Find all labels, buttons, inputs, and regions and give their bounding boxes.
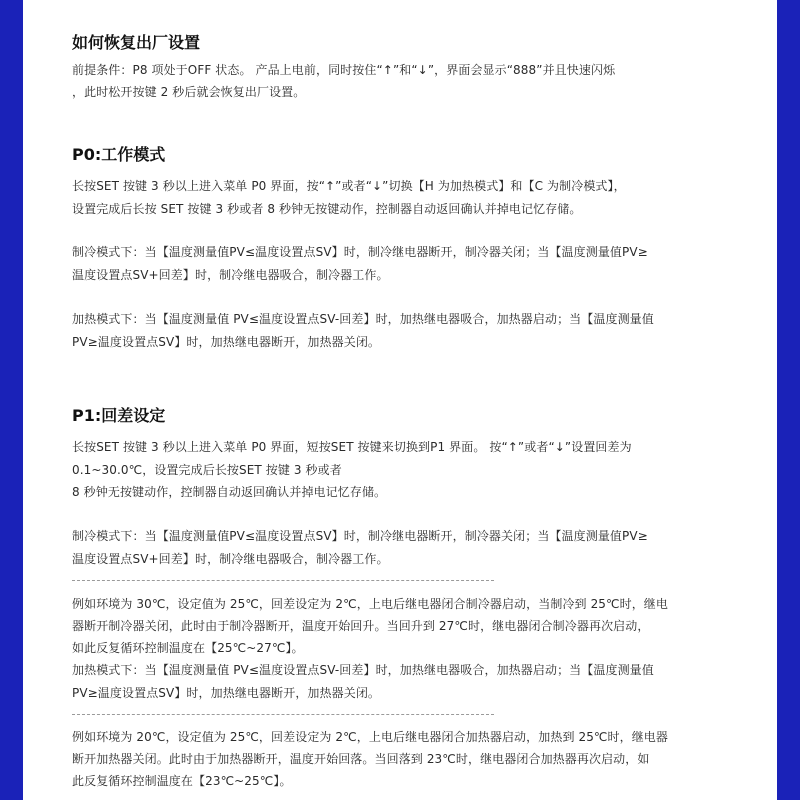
section-title-p0: P0:工作模式: [72, 145, 166, 164]
text-line: 长按SET 按键 3 秒以上进入菜单 P0 界面，按“↑”或者“↓”切换【H 为加热模式】和【C 为制冷模式】，: [72, 179, 626, 193]
text-line: 温度设置点SV+回差】时，制冷继电器吸合，制冷器工作。: [72, 552, 389, 566]
text-line: 例如环境为 20℃，设定值为 25℃，回差设定为 2℃，上电后继电器闭合加热器启动，加热到 25℃时，继电器: [72, 730, 669, 744]
dashed-divider: [72, 580, 494, 581]
text-line: 8 秒钟无按键动作，控制器自动返回确认并掉电记忆存储。: [72, 485, 387, 499]
section-title-p1: P1:回差设定: [72, 406, 166, 425]
text-line: 设置完成后长按 SET 按键 3 秒或者 8 秒钟无按键动作，控制器自动返回确认并掉电记忆存储。: [72, 202, 582, 216]
text-line: PV≥温度设置点SV】时，加热继电器断开，加热器关闭。: [72, 335, 381, 349]
text-line: 温度设置点SV+回差】时，制冷继电器吸合，制冷器工作。: [72, 268, 389, 282]
text-line: ，此时松开按键 2 秒后就会恢复出厂设置。: [72, 85, 306, 99]
dashed-divider: [72, 714, 494, 715]
section-title-factory-reset: 如何恢复出厂设置: [72, 33, 201, 52]
text-line: 断开加热器关闭。此时由于加热器断开，温度开始回落。当回落到 23℃时，继电器闭合加热器再次启动，如: [72, 752, 650, 766]
left-blue-border: [0, 0, 23, 800]
text-line: 长按SET 按键 3 秒以上进入菜单 P0 界面，短按SET 按键来切换到P1 界面。 按“↑”或者“↓”设置回差为: [72, 440, 632, 454]
text-line: 器断开制冷器关闭，此时由于制冷器断开，温度开始回升。当回升到 27℃时，继电器闭合制冷器再次启动，: [72, 619, 650, 633]
text-line: 如此反复循环控制温度在【25℃~27℃】。: [72, 641, 304, 655]
text-line: 0.1~30.0℃，设置完成后长按SET 按键 3 秒或者: [72, 463, 342, 477]
text-line: 前提条件：P8 项处于OFF 状态。 产品上电前，同时按住“↑”和“↓”，界面会显示“888”并且快速闪烁: [72, 63, 616, 77]
text-line: PV≥温度设置点SV】时，加热继电器断开，加热器关闭。: [72, 686, 381, 700]
text-line: 制冷模式下：当【温度测量值PV≤温度设置点SV】时，制冷继电器断开，制冷器关闭；当【温度测量值PV≥: [72, 245, 648, 259]
text-line: 加热模式下：当【温度测量值 PV≤温度设置点SV-回差】时，加热继电器吸合，加热器启动；当【温度测量值: [72, 663, 654, 677]
text-line: 例如环境为 30℃，设定值为 25℃，回差设定为 2℃，上电后继电器闭合制冷器启动，当制冷到 25℃时，继电: [72, 597, 669, 611]
right-blue-border: [777, 0, 800, 800]
text-line: 制冷模式下：当【温度测量值PV≤温度设置点SV】时，制冷继电器断开，制冷器关闭；当【温度测量值PV≥: [72, 529, 648, 543]
text-line: 加热模式下：当【温度测量值 PV≤温度设置点SV-回差】时，加热继电器吸合，加热器启动；当【温度测量值: [72, 312, 654, 326]
text-line: 此反复循环控制温度在【23℃~25℃】。: [72, 774, 292, 788]
